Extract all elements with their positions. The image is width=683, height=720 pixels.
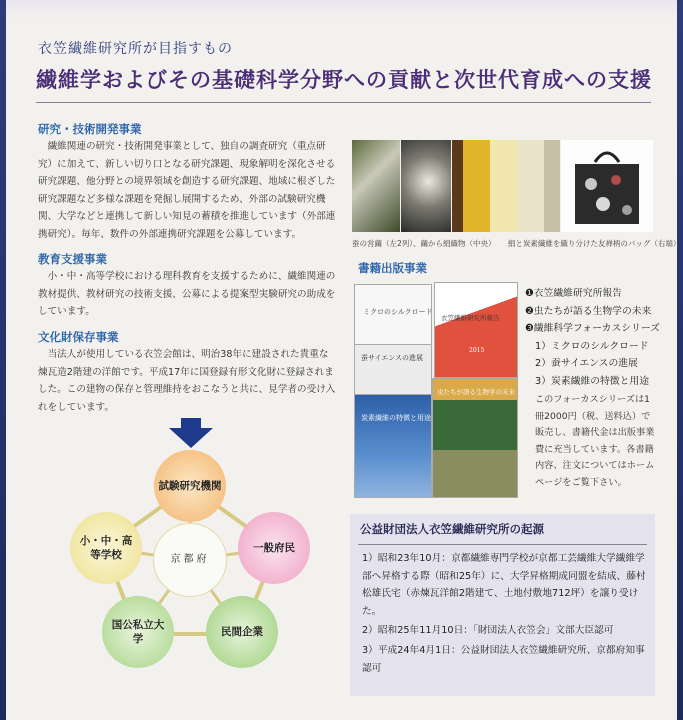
origin-item-2: 2）昭和25年11月10日：「財団法人衣笠会」文部大臣認可	[362, 625, 614, 636]
photo-caption	[352, 238, 681, 249]
books-heading: 書籍出版事業	[358, 261, 427, 275]
silkworm-photo-1	[352, 140, 400, 232]
photo-caption-left: 蚕の営繭（左2列）、繭から絹織物（中央）	[352, 239, 496, 248]
origin-divider	[358, 544, 647, 545]
photo-strip	[352, 140, 653, 232]
book-sub-item-2: 2）蚕サイエンスの進展	[535, 358, 638, 369]
book-tanso-title: 炭素繊維の特徴と用途	[361, 414, 431, 422]
heritage-heading: 文化財保存事業	[38, 330, 119, 344]
book-list-item-1: ❶衣笠繊維研究所報告	[525, 288, 622, 299]
origin-title: 公益財団法人衣笠繊維研究所の起源	[360, 522, 544, 536]
silkworm-photo-2	[401, 140, 451, 232]
bag-icon	[561, 140, 653, 232]
node-private-companies: 民間企業	[206, 596, 278, 668]
silk-fabric-photo	[452, 140, 560, 232]
photo-caption-right: 絹と炭素繊維を織り分けた友禅柄のバッグ（右端）	[507, 239, 681, 248]
research-body: 繊維関連の研究・技術開発事業として、独自の調査研究（重点研究）に加えて、新しい切り口となる研究課題、現象解明を深化させる研究課題、他分野との境界領域を創造する研究課題、地域に根ざした研究課題など多様な課題を発掘し展開するため、外部の試験研究機関、大学などと連携して新しい知見の蓄積を推進しています（外部連携研究）。毎年、数件の外部連携研究課題を公募しています。	[38, 141, 336, 240]
diagram-center: 京都府	[153, 523, 227, 597]
title-divider	[36, 102, 651, 103]
cooperation-diagram	[70, 450, 310, 670]
right-border	[677, 0, 683, 720]
node-citizens: 一般府民	[238, 512, 310, 584]
book-sub-item-3: 3）炭素繊維の特徴と用途	[535, 375, 649, 387]
down-arrow-icon	[169, 418, 213, 448]
book-list-item-2: ❷虫たちが語る生物学の未来	[525, 305, 652, 317]
research-heading: 研究・技術開発事業	[38, 122, 142, 136]
book-sub-item-1: 1）ミクロのシルクロード	[535, 340, 649, 352]
heritage-body: 当法人が使用している衣笠会館は、明治38年に建設された貴重な煉瓦造2階建の洋館です。平成17年に国登録有形文化財に登録されました。この建物の保存と管理維持をおこなうと共に、見学者の受け入れをしています。	[38, 349, 336, 413]
book-covers	[352, 282, 522, 500]
node-universities-label: 国公私立大学	[111, 619, 165, 645]
education-body: 小・中・高等学校における理科教育を支援するために、繊維関連の教材提供、教材研究の技術支援、公募による提案型実験研究の助成をしています。	[38, 271, 336, 317]
book-report	[434, 282, 518, 378]
node-research-institutions: 試験研究機関	[154, 450, 226, 522]
origin-item-1: 1）昭和23年10月：京都繊維専門学校が京都工芸繊維大学繊維学部へ昇格する際（昭和25年）に、大学昇格期成同盟を結成、藤村松雄氏宅（赤煉瓦洋館2階建て、土地付敷地712坪）を譲り受けた。	[362, 553, 646, 617]
book-list-item-3: ❸繊維科学フォーカスシリーズ	[525, 323, 660, 334]
node-schools-label: 小・中・高等学校	[79, 535, 133, 561]
book-tanso	[354, 394, 432, 498]
bag-photo	[561, 140, 653, 232]
left-border	[0, 0, 6, 720]
page-subtitle: 衣笠繊維研究所が目指すもの	[38, 41, 233, 57]
book-mushi-title: 虫たちが語る生物学の未来	[437, 388, 515, 396]
book-mushi	[432, 378, 518, 498]
education-heading: 教育支援事業	[38, 252, 107, 266]
origin-item-3: 3）平成24年4月1日：公益財団法人衣笠繊維研究所、京都府知事認可	[362, 645, 645, 674]
book-note: このフォーカスシリーズは1冊2000円（税、送料込）で販売し、書籍代金は出版事業費に充当しています。各書籍内容、注文についてはホームページをご覧下さい。	[535, 394, 655, 488]
top-band	[0, 0, 683, 18]
book-kaiko	[354, 344, 432, 396]
book-kaiko-title: 蚕サイエンスの進展	[361, 354, 424, 362]
book-report-title: 衣笠繊維研究所報告	[441, 314, 500, 322]
node-schools	[70, 512, 142, 584]
node-universities	[102, 596, 174, 668]
origin-box	[350, 514, 655, 696]
book-report-year: 2015	[469, 347, 485, 354]
page-title: 繊維学およびその基礎科学分野への貢献と次世代育成への支援	[36, 67, 652, 92]
book-list	[525, 285, 660, 390]
book-silkroad-title: ミクロのシルクロード	[363, 308, 433, 316]
